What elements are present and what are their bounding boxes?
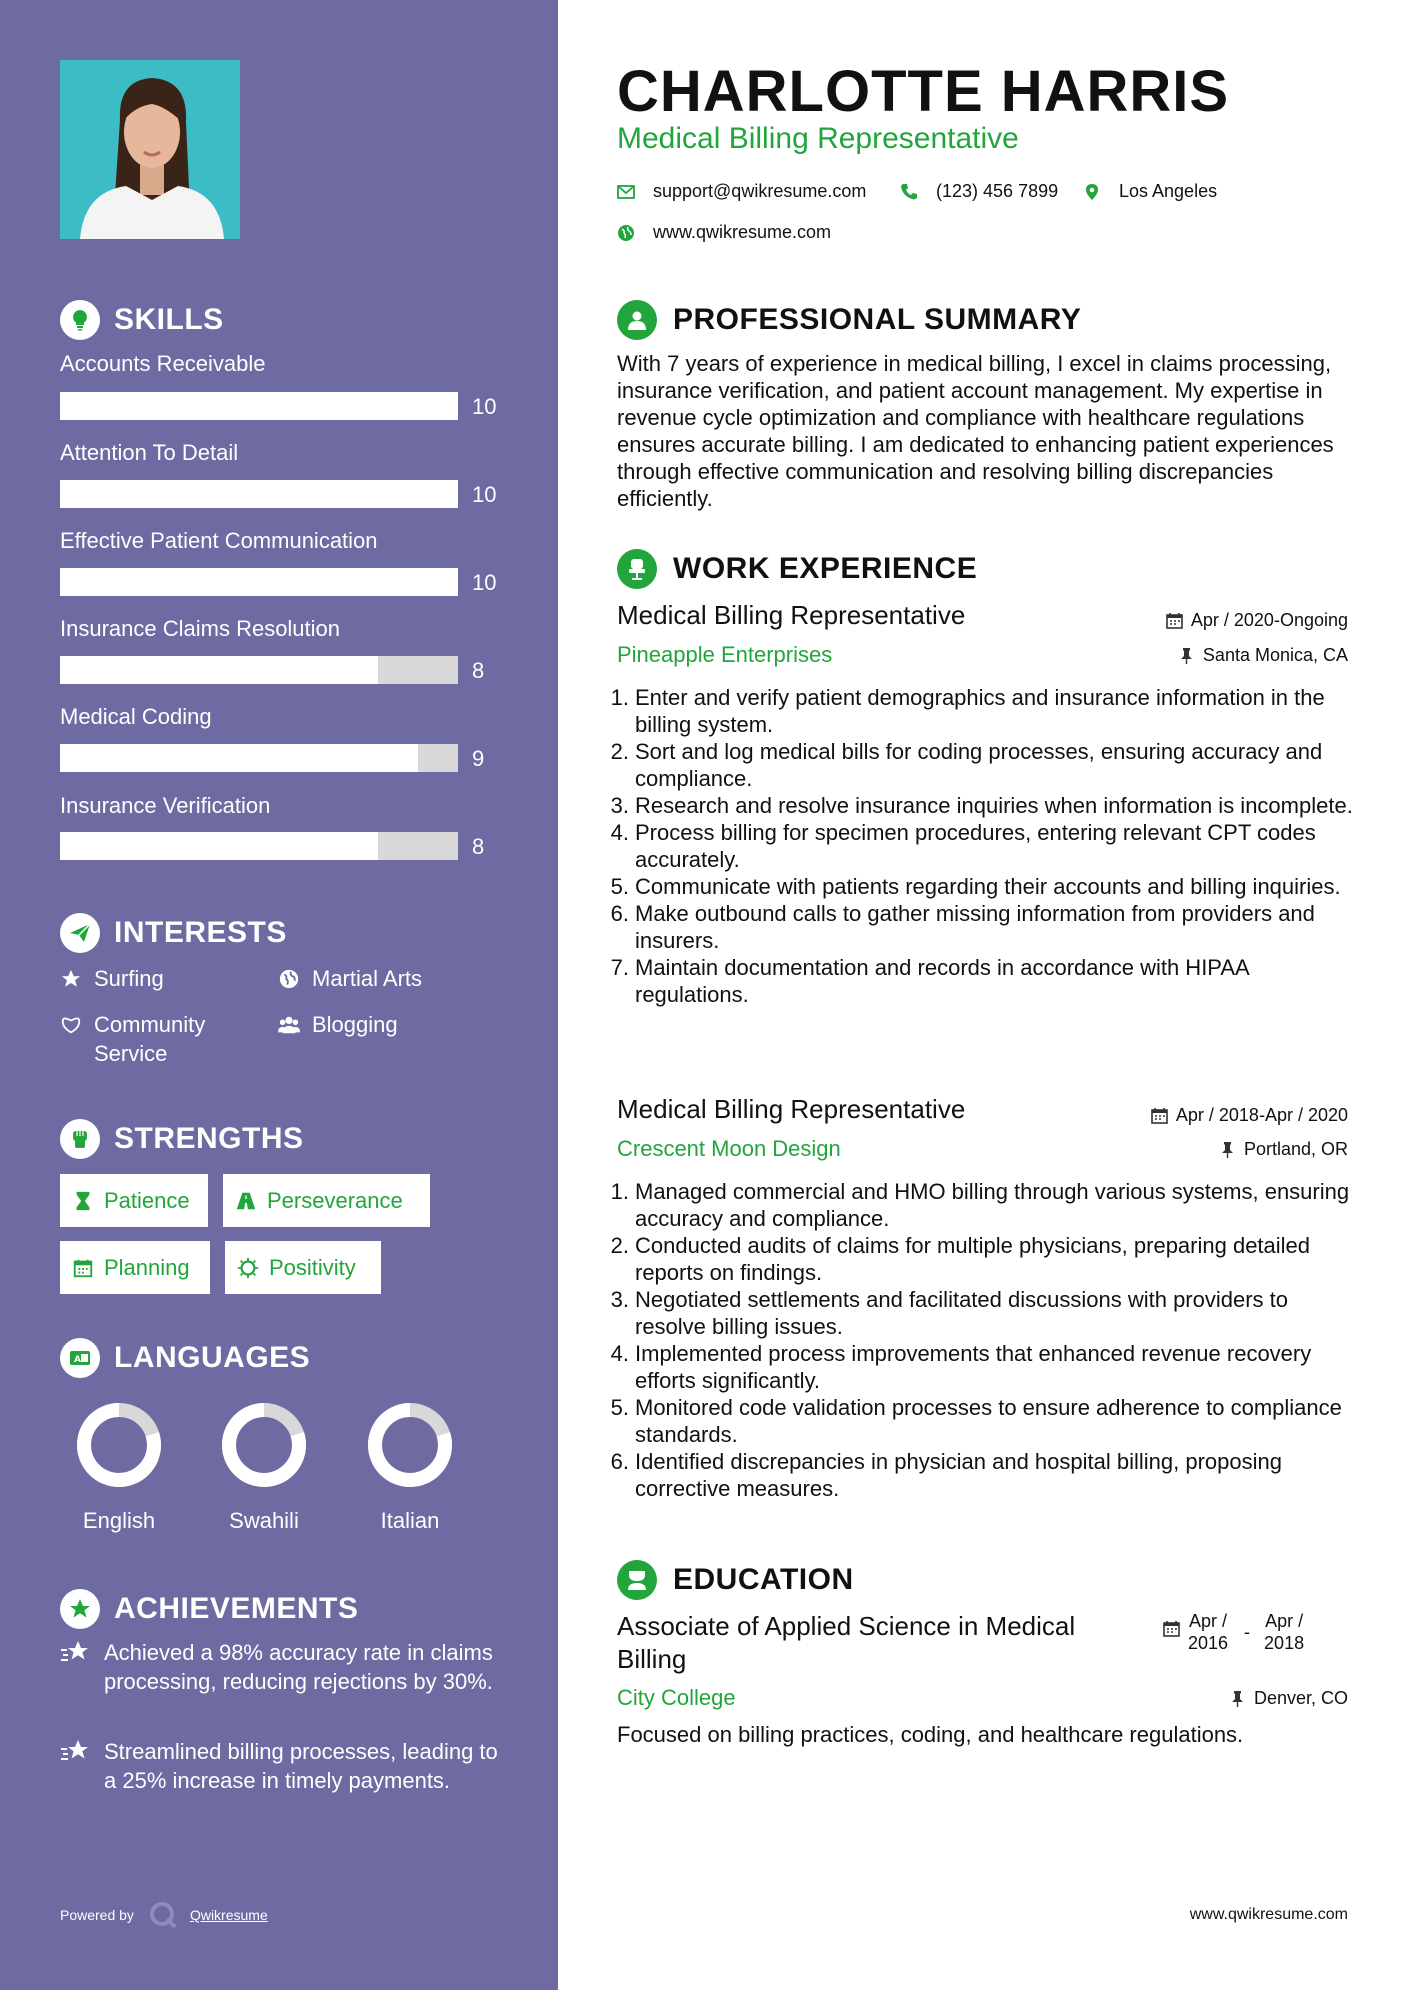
globe-icon [278,964,304,993]
company-name: Crescent Moon Design [617,1136,841,1161]
list-item-number: 7. [610,955,629,980]
strengths-heading: STRENGTHS [60,1119,304,1159]
job-duties-list [608,684,1353,1008]
skill-bar [60,392,458,420]
summary-heading: PROFESSIONAL SUMMARY [617,300,1081,340]
education-description: Focused on billing practices, coding, and healthcare regulations. [617,1722,1244,1747]
contact-email[interactable]: support@qwikresume.com [617,181,866,202]
education-start-date: Apr / 2016 [1188,1611,1229,1653]
language-name: English [82,1508,156,1533]
candidate-role: Medical Billing Representative [617,122,1019,155]
strength-badge: Planning [60,1241,210,1294]
job-location: Portland, OR [1219,1139,1348,1160]
interest-item: Community Service [60,1010,260,1068]
skill-name: Medical Coding [60,704,212,729]
skill-name: Insurance Verification [60,793,271,818]
job-dates: Apr / 2018-Apr / 2020 [1151,1105,1348,1126]
graduate-icon [617,1560,657,1600]
powered-by: Powered by Qwikresume [60,1900,268,1930]
list-item-number: 5. [610,1395,629,1420]
hourglass-icon [72,1190,94,1212]
interests-heading: INTERESTS [60,913,287,953]
sidebar [0,0,558,1990]
pushpin-icon [1219,1141,1236,1158]
skill-value: 8 [472,658,485,683]
lightbulb-icon [60,300,100,340]
language-item [355,1400,465,1534]
list-item-number: 3. [610,793,629,818]
svg-text:A: A [74,1355,82,1365]
language-item [64,1400,174,1534]
skill-bar-fill [60,744,418,772]
language-donut [74,1400,164,1490]
list-item: 1. Enter and verify patient demographics and insurance information in the billing system. [608,684,1353,738]
skill-value: 10 [472,570,497,595]
achievements-heading: ACHIEVEMENTS [60,1589,358,1629]
list-item: 2. Sort and log medical bills for coding processes, ensuring accuracy and compliance. [608,738,1353,792]
company-name: Pineapple Enterprises [617,642,833,667]
job-dates: Apr / 2020-Ongoing [1166,610,1348,631]
job-location: Santa Monica, CA [1178,645,1348,666]
user-icon [617,300,657,340]
interest-item: Blogging [278,1010,398,1039]
education-heading: EDUCATION [617,1560,854,1600]
list-item: 7. Maintain documentation and records in accordance with HIPAA regulations. [608,954,1353,1008]
list-item-number: 2. [610,1233,629,1258]
degree-title: Associate of Applied Science in Medical Billing [617,1611,1076,1674]
shooting-star-icon [60,1737,92,1766]
shooting-star-icon [60,1638,92,1667]
skill-value: 10 [472,482,497,507]
calendar-icon [1151,1107,1168,1124]
list-item: 6. Identified discrepancies in physician and hospital billing, proposing corrective measures. [608,1448,1353,1502]
skill-bar-fill [60,392,458,420]
skill-bar [60,568,458,596]
list-item-number: 1. [610,1179,629,1204]
skill-bar-fill [60,656,378,684]
skill-bar [60,744,458,772]
skill-bar-fill [60,480,458,508]
star-icon [60,964,86,993]
list-item-number: 6. [610,1449,629,1474]
list-item: 5. Monitored code validation processes to ensure adherence to compliance standards. [608,1394,1353,1448]
users-icon [278,1010,304,1039]
language-item [209,1400,319,1534]
skills-heading: SKILLS [60,300,224,340]
skill-name: Insurance Claims Resolution [60,616,341,641]
list-item-number: 1. [610,685,629,710]
list-item-number: 5. [610,874,629,899]
pushpin-icon [1229,1690,1246,1707]
star-badge-icon [60,1589,100,1629]
map-pin-icon [1083,183,1101,201]
skill-bar-fill [60,832,378,860]
skill-value: 9 [472,746,485,771]
education-dates [1163,1610,1304,1654]
list-item: 5. Communicate with patients regarding their accounts and billing inquiries. [608,873,1353,900]
qwikresume-logo-icon [148,1900,178,1930]
date-separator: - [1244,1622,1251,1642]
strength-badge: Patience [60,1174,208,1227]
skill-name: Attention To Detail [60,440,239,465]
summary-text: With 7 years of experience in medical billing, I excel in claims processing, insurance verification, and patient account management. My expertise in revenue cycle optimization and compliance with healthcare regulations ensures accurate billing. I am dedicated to enhancing patient experiences through effective communication and resolving billing discrepancies efficiently. [617,351,1334,511]
hand-heart-icon [60,1010,86,1039]
language-name: Italian [380,1508,440,1533]
skill-value: 10 [472,394,497,419]
list-item-number: 2. [610,739,629,764]
language-name: Swahili [229,1508,299,1533]
paper-plane-icon [60,913,100,953]
contact-phone[interactable]: (123) 456 7899 [900,181,1058,202]
interest-item: Martial Arts [278,964,422,993]
list-item: 3. Negotiated settlements and facilitated discussions with providers to resolve billing issues. [608,1286,1353,1340]
school-location: Denver, CO [1229,1688,1348,1709]
strength-badge: Perseverance [223,1174,430,1227]
list-item: 6. Make outbound calls to gather missing information from providers and insurers. [608,900,1353,954]
strength-badge: Positivity [225,1241,381,1294]
skill-bar-fill [60,568,458,596]
list-item: 3. Research and resolve insurance inquiries when information is incomplete. [608,792,1353,819]
skill-name: Effective Patient Communication [60,528,378,553]
contact-location: Los Angeles [1083,181,1217,202]
languages-heading: A LANGUAGES [60,1338,310,1378]
interest-item: Surfing [60,964,164,993]
list-item-number: 6. [610,901,629,926]
list-item: 4. Process billing for specimen procedures, entering relevant CPT codes accurately. [608,819,1353,873]
candidate-name: CHARLOTTE HARRIS [617,59,1230,124]
achievement-item: Achieved a 98% accuracy rate in claims processing, reducing rejections by 30%. [60,1638,500,1696]
job-duties-list [608,1178,1353,1502]
fist-icon [60,1119,100,1159]
qwikresume-link[interactable]: Qwikresume [189,1907,268,1923]
contact-website[interactable]: www.qwikresume.com [617,222,831,243]
language-donut [219,1400,309,1490]
list-item: 4. Implemented process improvements that enhanced revenue recovery efforts significantly. [608,1340,1353,1394]
avatar [60,60,240,239]
sun-icon [237,1257,259,1279]
calendar-icon [1166,612,1183,629]
job-title: Medical Billing Representative [617,600,966,630]
skill-name: Accounts Receivable [60,351,266,376]
chair-icon [617,549,657,589]
achievement-item: Streamlined billing processes, leading to a 25% increase in timely payments. [60,1737,500,1795]
pushpin-icon [1178,647,1195,664]
calendar-icon [72,1257,94,1279]
school-name: City College [617,1685,736,1710]
skill-bar [60,480,458,508]
skill-bar [60,832,458,860]
list-item: 1. Managed commercial and HMO billing through various systems, ensuring accuracy and compliance. [608,1178,1353,1232]
list-item-number: 3. [610,1287,629,1312]
language-donut [365,1400,455,1490]
list-item-number: 4. [610,820,629,845]
skill-value: 8 [472,834,485,859]
road-icon [235,1190,257,1212]
experience-heading: WORK EXPERIENCE [617,549,977,589]
calendar-icon [1163,1620,1180,1637]
globe-icon [617,224,635,242]
education-end-date: Apr / 2018 [1264,1611,1305,1653]
phone-icon [900,183,918,201]
translate-icon [60,1338,100,1378]
envelope-icon [617,183,635,201]
job-title: Medical Billing Representative [617,1094,966,1124]
skill-bar [60,656,458,684]
footer-website[interactable]: www.qwikresume.com [1189,1906,1348,1923]
list-item-number: 4. [610,1341,629,1366]
list-item: 2. Conducted audits of claims for multiple physicians, preparing detailed reports on findings. [608,1232,1353,1286]
